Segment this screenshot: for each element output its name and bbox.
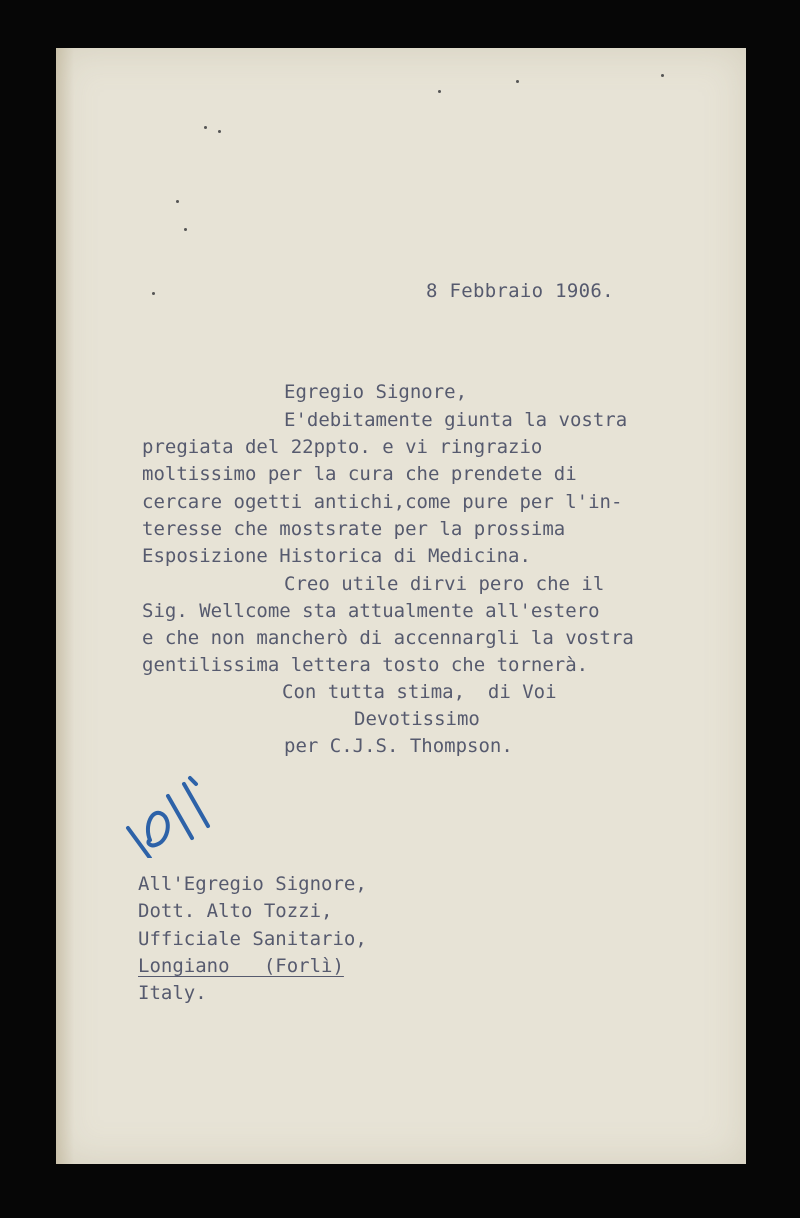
body-line: Sig. Wellcome sta attualmente all'estero — [142, 600, 600, 622]
address-line: Italy. — [138, 982, 207, 1004]
body-line: moltissimo per la cura che prendete di — [142, 463, 577, 485]
paper-speck — [438, 90, 441, 93]
body-line: teresse che mostsrate per la prossima — [142, 518, 566, 540]
body-line: e che non mancherò di accennargli la vostra — [142, 627, 634, 649]
body-line: cercare ogetti antichi,come pure per l'in- — [142, 491, 623, 513]
body-line: pregiata del 22ppto. e vi ringrazio — [142, 436, 543, 458]
body-line: Esposizione Historica di Medicina. — [142, 545, 531, 567]
address-line: Dott. Alto Tozzi, — [138, 900, 333, 922]
paper-speck — [184, 228, 187, 231]
salutation: Egregio Signore, — [284, 381, 468, 403]
letter-date: 8 Febbraio 1906. — [426, 280, 614, 302]
paper-speck — [204, 126, 207, 129]
body-line: Creo utile dirvi pero che il — [284, 573, 605, 595]
handwritten-number-1071 — [122, 748, 222, 858]
paper-speck — [516, 80, 519, 83]
closing-line: Con tutta stima, di Voi — [282, 681, 557, 703]
body-line: gentilissima lettera tosto che tornerà. — [142, 654, 589, 676]
address-line: Longiano (Forlì) — [138, 955, 344, 977]
paper-speck — [661, 74, 664, 77]
paper-speck — [218, 130, 221, 133]
letter-page — [56, 48, 746, 1164]
body-line: E'debitamente giunta la vostra — [284, 409, 628, 431]
address-line: Ufficiale Sanitario, — [138, 928, 367, 950]
paper-speck — [176, 200, 179, 203]
closing-line: Devotissimo — [354, 708, 480, 730]
paper-speck — [152, 292, 155, 295]
closing-signature: per C.J.S. Thompson. — [284, 735, 513, 757]
address-line: All'Egregio Signore, — [138, 873, 367, 895]
